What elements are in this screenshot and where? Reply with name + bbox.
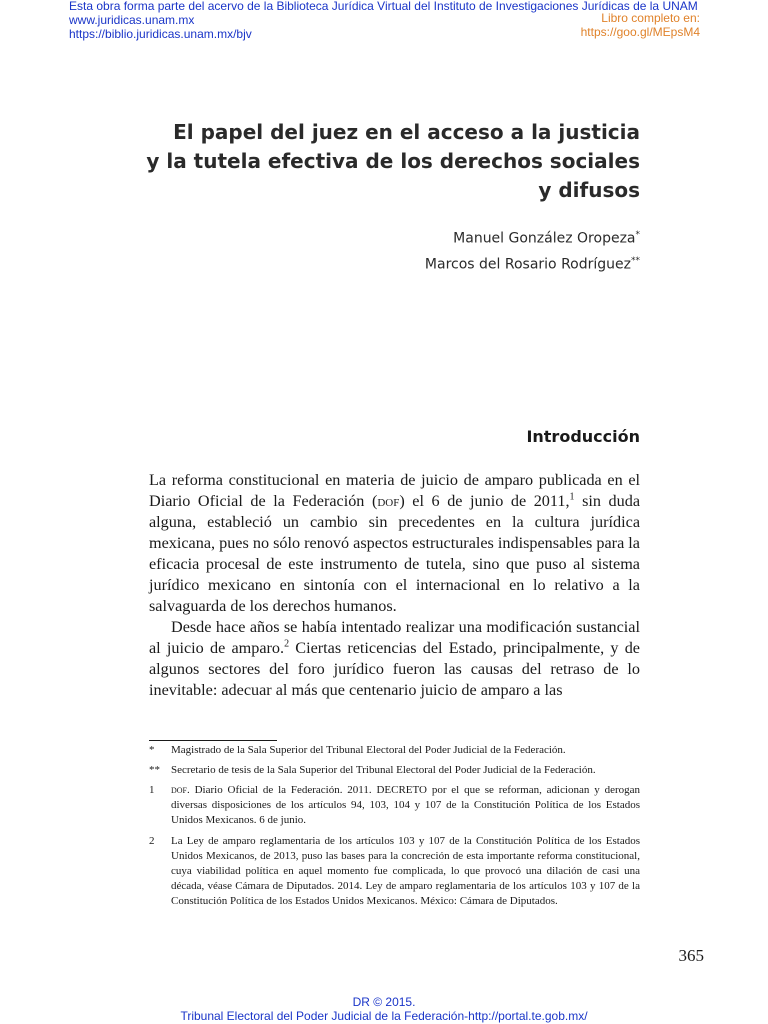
footnote-mark: 1	[149, 784, 155, 796]
footnote-ref[interactable]: 2	[284, 638, 290, 650]
title-line: y la tutela efectiva de los derechos sociales	[146, 149, 640, 173]
footnote-mark: **	[149, 764, 160, 776]
paragraph-text: La reforma constitucional en materia de juicio de amparo publicada en el Diario Oficial de la Federación (	[149, 471, 640, 510]
section-heading: Introducción	[526, 427, 640, 446]
footer-copyright: DR © 2015.	[352, 995, 416, 1009]
footnote	[149, 783, 640, 828]
footnote-text	[171, 783, 640, 828]
author-name: Manuel González Oropeza	[453, 230, 636, 247]
footnote-ref[interactable]: 1	[569, 491, 575, 503]
footnote-mark: 2	[149, 835, 155, 847]
footnote	[149, 834, 640, 909]
body-text	[149, 470, 640, 701]
header-collection-notice: Esta obra forma parte del acervo de la Biblioteca Jurídica Virtual del Instituto de Investigaciones Jurídicas de la UNAM	[69, 0, 698, 13]
abbreviation: dof	[377, 492, 400, 510]
paragraph-text: sin duda alguna, estableció un cambio sin precedentes en la cultura jurídica mexicana, pues no sólo renovó aspectos estructurales indispensables para la eficacia procesal de este instrumento de tutela, sino que puso al sistema jurídico mexicano en sintonía con el internacional en lo relativo a la salvaguarda de los derechos humanos.	[149, 492, 641, 615]
footnote	[149, 743, 640, 758]
paragraph-text: Desde hace años se había intentado realizar una modificación sustancial al juicio de amparo.	[149, 618, 640, 657]
footnote-text: Secretario de tesis de la Sala Superior del Tribunal Electoral del Poder Judicial de la Federación.	[171, 764, 596, 776]
header-site-link[interactable]: www.juridicas.unam.mx	[69, 13, 195, 27]
author-2	[425, 256, 640, 273]
paragraph-1	[149, 470, 640, 617]
author-footnote-mark: *	[635, 230, 640, 240]
author-footnote-mark: **	[631, 256, 640, 266]
title-line: El papel del juez en el acceso a la justicia	[173, 120, 640, 144]
footnote	[149, 763, 640, 778]
footnote-mark: *	[149, 744, 155, 756]
abbreviation: dof	[171, 784, 188, 796]
paragraph-2	[149, 617, 640, 701]
author-1	[453, 230, 640, 247]
footnote-text: La Ley de amparo reglamentaria de los artículos 103 y 107 de la Constitución Política de los Estados Unidos Mexicanos, de 2013, puso las bases para la concreción de esta importante reforma constitucional, cuya viabilidad política en aquel momento fue complicada, lo que provocó una dilación de casi una década, véase Cámara de Diputados. 2014. Ley de amparo reglamentaria de los artículos 103 y 107 de la Constitución Política de los Estados Unidos Mexicanos. México: Cámara de Diputados.	[171, 835, 640, 907]
footnote-text: Magistrado de la Sala Superior del Tribunal Electoral del Poder Judicial de la Federación.	[171, 744, 566, 756]
chapter-title	[120, 118, 640, 205]
footer-portal-link[interactable]: Tribunal Electoral del Poder Judicial de la Federación-http://portal.te.gob.mx/	[180, 1009, 588, 1023]
paragraph-text: ) el 6 de junio de 2011,	[399, 492, 570, 510]
title-line: y difusos	[538, 178, 640, 202]
header-book-link[interactable]: https://goo.gl/MEpsM4	[580, 25, 700, 39]
author-name: Marcos del Rosario Rodríguez	[424, 256, 631, 273]
footnote-body: . Diario Oficial de la Federación. 2011. DECRETO por el que se reforman, adicionan y derogan diversas disposiciones de los artículos 94, 103, 104 y 107 de la Constitución Política de los Estados Unidos Mexicanos. 6 de junio.	[171, 784, 640, 826]
page-number: 365	[678, 946, 704, 965]
header-bjv-link[interactable]: https://biblio.juridicas.unam.mx/bjv	[69, 27, 252, 41]
header-book-label: Libro completo en:	[601, 11, 700, 25]
footnote-divider	[149, 740, 277, 741]
paragraph-text: Ciertas reticencias del Estado, principalmente, y de algunos sectores del foro jurídico fueron las causas del retraso de lo inevitable: adecuar al más que centenario juicio de amparo a las	[149, 639, 640, 699]
